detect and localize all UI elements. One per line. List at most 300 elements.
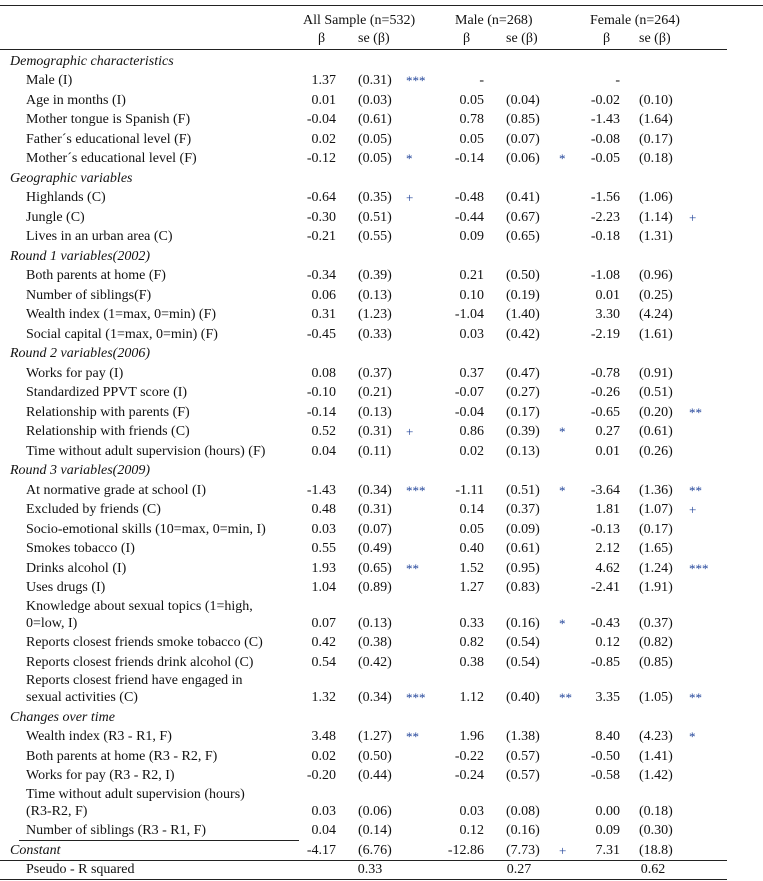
se-male: (0.08) [506, 803, 540, 819]
beta-all: 0.02 [311, 748, 336, 764]
beta-female: 3.35 [595, 690, 620, 705]
se-female: (0.20) [639, 404, 673, 420]
variable-label: Smokes tobacco (I) [26, 541, 135, 556]
variable-label: Relationship with friends (C) [26, 424, 190, 439]
variable-label: Male (I) [26, 73, 73, 88]
beta-female: -2.19 [590, 326, 620, 342]
se-all: (0.13) [358, 287, 392, 303]
section-header-row [0, 246, 727, 266]
table-row [0, 227, 727, 247]
section-title: Demographic characteristics [10, 53, 174, 69]
sig-female: *** [689, 560, 709, 576]
se-all: (0.11) [358, 443, 392, 459]
se-all: (0.03) [358, 92, 392, 108]
variable-label: Knowledge about sexual topics (1=high, 0=low, I) [26, 598, 253, 631]
se-female: (0.96) [639, 268, 673, 283]
se-female: (0.91) [639, 365, 673, 381]
section-header-row [0, 344, 727, 364]
beta-female: -0.58 [590, 768, 620, 783]
beta-male: 0.10 [459, 287, 484, 303]
sig-all: * [406, 151, 413, 166]
se-male: (1.38) [506, 729, 540, 744]
se-male: (1.40) [506, 307, 540, 322]
header-se-male: se (β) [506, 31, 538, 46]
beta-male: 1.12 [459, 690, 484, 705]
beta-all: -0.45 [306, 326, 336, 342]
se-female: (0.37) [639, 615, 673, 631]
sig-all: *** [406, 690, 426, 705]
se-all: (0.37) [358, 365, 392, 381]
header-se-female: se (β) [639, 31, 671, 46]
variable-label: Socio-emotional skills (10=max, 0=min, I) [26, 521, 266, 537]
beta-all: 1.32 [311, 690, 336, 705]
beta-all: 3.48 [311, 729, 336, 744]
section-header-row [0, 168, 727, 188]
beta-female: 2.12 [595, 541, 620, 556]
table-row [0, 207, 727, 227]
variable-label: Time without adult supervision (hours) (F) [26, 443, 266, 459]
beta-all: 0.04 [311, 823, 336, 838]
sig-all: + [406, 190, 414, 205]
beta-female: - [615, 73, 620, 88]
beta-female: -0.08 [590, 131, 620, 147]
variable-label: Wealth index (1=max, 0=min) (F) [26, 307, 217, 322]
sig-male: * [559, 424, 566, 439]
beta-female: -0.26 [590, 385, 620, 400]
se-male: (0.85) [506, 112, 540, 127]
sig-all: ** [406, 560, 419, 576]
beta-female: -1.08 [590, 268, 620, 283]
beta-male: -0.44 [454, 209, 484, 225]
beta-female: -3.64 [590, 482, 620, 498]
se-male: (0.40) [506, 690, 540, 705]
se-female: (0.61) [639, 424, 673, 439]
se-male: (0.19) [506, 287, 540, 303]
beta-all: 0.48 [311, 502, 336, 517]
se-male: (0.16) [506, 615, 540, 631]
se-all: (0.42) [358, 654, 392, 670]
variable-label: Uses drugs (I) [26, 580, 106, 595]
table-row [0, 633, 727, 653]
sig-male: + [559, 842, 567, 858]
variable-label: Excluded by friends (C) [26, 502, 161, 517]
table-row [0, 597, 727, 633]
header-female: Female (n=264) [590, 13, 680, 28]
beta-female: -0.78 [590, 365, 620, 381]
se-female: 0.62 [640, 862, 666, 877]
se-all: (0.13) [358, 615, 392, 631]
sig-female: ** [689, 482, 702, 498]
beta-female: 0.09 [595, 823, 620, 838]
beta-male: -0.04 [454, 404, 484, 420]
se-all: (0.89) [358, 580, 392, 595]
header-se-all: se (β) [358, 31, 390, 46]
se-male: (0.09) [506, 521, 540, 537]
se-male: (7.73) [506, 842, 540, 858]
se-female: (0.51) [639, 385, 673, 400]
variable-label: Father´s educational level (F) [26, 131, 192, 147]
beta-female: -0.18 [590, 229, 620, 244]
beta-male: -0.48 [454, 190, 484, 205]
beta-male: 0.05 [459, 92, 484, 108]
beta-all: 0.55 [311, 541, 336, 556]
beta-male: 0.21 [459, 268, 484, 283]
table-row [0, 324, 727, 344]
beta-male: -12.86 [447, 842, 484, 858]
table-row [0, 785, 727, 821]
beta-all: -0.04 [306, 112, 336, 127]
beta-all: -0.64 [306, 190, 336, 205]
beta-all: -0.34 [306, 268, 336, 283]
se-all: (1.27) [358, 729, 392, 744]
se-female: (18.8) [639, 842, 673, 858]
table-row [0, 71, 727, 91]
variable-label: Time without adult supervision (hours) (R3-R2, F) [26, 786, 245, 819]
se-female: (1.06) [639, 190, 673, 205]
variable-label: Mother´s educational level (F) [26, 151, 197, 166]
header-all-sample: All Sample (n=532) [303, 13, 416, 28]
se-male: (0.61) [506, 541, 540, 556]
se-male: (0.51) [506, 482, 540, 498]
sig-female: + [689, 502, 697, 517]
beta-all: 0.54 [311, 654, 336, 670]
beta-female: 0.01 [595, 287, 620, 303]
se-all: (6.76) [358, 842, 392, 858]
variable-label: Lives in an urban area (C) [26, 229, 173, 244]
se-female: (1.65) [639, 541, 673, 556]
se-female: (0.26) [639, 443, 673, 459]
beta-female: -1.56 [590, 190, 620, 205]
beta-all: 1.37 [311, 73, 336, 88]
bottom-rule [0, 879, 727, 880]
header-beta-female: β [603, 31, 611, 46]
se-female: (1.64) [639, 112, 673, 127]
beta-male: 0.09 [459, 229, 484, 244]
se-male: (0.04) [506, 92, 540, 108]
se-all: (1.23) [358, 307, 392, 322]
table-row [0, 188, 727, 208]
se-all: 0.33 [357, 862, 383, 877]
section-header-row [0, 461, 727, 481]
variable-label: Standardized PPVT score (I) [26, 385, 188, 400]
table-row [0, 766, 727, 786]
sig-male: * [559, 482, 566, 498]
se-all: (0.33) [358, 326, 392, 342]
table-row [0, 383, 727, 403]
beta-female: -0.13 [590, 521, 620, 537]
beta-female: 0.12 [595, 635, 620, 650]
sig-all: *** [406, 482, 426, 498]
se-male: (0.42) [506, 326, 540, 342]
section-title: Geographic variables [10, 170, 133, 186]
beta-all: 0.08 [311, 365, 336, 381]
table-row [0, 305, 727, 325]
sig-female: ** [689, 690, 702, 705]
beta-male: -0.07 [454, 385, 484, 400]
beta-all: 0.04 [311, 443, 336, 459]
se-female: (0.18) [639, 151, 673, 166]
beta-male: -0.22 [454, 748, 484, 764]
header-rule [0, 49, 727, 50]
table-row [0, 500, 727, 520]
beta-male: 1.27 [459, 580, 484, 595]
se-male: (0.54) [506, 654, 540, 670]
beta-female: 0.27 [595, 424, 620, 439]
constant-row [0, 840, 727, 860]
variable-label: Age in months (I) [26, 92, 126, 108]
se-all: (0.39) [358, 268, 392, 283]
table-row [0, 746, 727, 766]
variable-label: Jungle (C) [26, 209, 85, 225]
se-female: (0.18) [639, 803, 673, 819]
variable-label: Wealth index (R3 - R1, F) [26, 729, 172, 744]
beta-all: 0.42 [311, 635, 336, 650]
se-all: (0.61) [358, 112, 392, 127]
variable-label: At normative grade at school (I) [26, 482, 206, 498]
se-female: (0.10) [639, 92, 673, 108]
table-row [0, 422, 727, 442]
se-male: (0.83) [506, 580, 540, 595]
se-female: (1.61) [639, 326, 673, 342]
se-female: (0.17) [639, 521, 673, 537]
beta-male: 0.33 [459, 615, 484, 631]
se-all: (0.05) [358, 151, 392, 166]
se-male: (0.67) [506, 209, 540, 225]
sig-all: + [406, 424, 414, 439]
se-male: (0.57) [506, 768, 540, 783]
beta-female: -2.23 [590, 209, 620, 225]
regression-table-body [0, 51, 727, 879]
se-all: (0.35) [358, 190, 392, 205]
beta-female: 1.81 [595, 502, 620, 517]
se-female: (1.14) [639, 209, 673, 225]
se-female: (0.25) [639, 287, 673, 303]
se-female: (0.17) [639, 131, 673, 147]
beta-all: 1.93 [311, 560, 336, 576]
se-all: (0.13) [358, 404, 392, 420]
beta-all: 0.52 [311, 424, 336, 439]
se-male: (0.07) [506, 131, 540, 147]
variable-label: Drinks alcohol (I) [26, 560, 127, 576]
se-male: (0.54) [506, 635, 540, 650]
section-title: Round 3 variables(2009) [10, 463, 150, 478]
variable-label: Constant [10, 842, 61, 858]
se-all: (0.55) [358, 229, 392, 244]
se-female: (0.82) [639, 635, 673, 650]
se-female: (1.36) [639, 482, 673, 498]
beta-female: 4.62 [595, 560, 620, 576]
beta-male: 0.12 [459, 823, 484, 838]
se-all: (0.38) [358, 635, 392, 650]
se-all: (0.31) [358, 502, 392, 517]
table-row [0, 110, 727, 130]
beta-all: -1.43 [306, 482, 336, 498]
se-all: (0.34) [358, 690, 392, 705]
beta-all: -4.17 [306, 842, 336, 858]
beta-male: 0.14 [459, 502, 484, 517]
beta-all: -0.12 [306, 151, 336, 166]
table-row [0, 727, 727, 747]
pseudo-r-squared-row [0, 860, 727, 880]
beta-female: -0.43 [590, 615, 620, 631]
sig-all: ** [406, 729, 419, 744]
variable-label: Mother tongue is Spanish (F) [26, 112, 191, 127]
se-all: (0.50) [358, 748, 392, 764]
table-row [0, 285, 727, 305]
beta-all: -0.20 [306, 768, 336, 783]
beta-female: -0.02 [590, 92, 620, 108]
table-row [0, 519, 727, 539]
se-all: (0.06) [358, 803, 392, 819]
beta-female: 8.40 [595, 729, 620, 744]
se-male: (0.13) [506, 443, 540, 459]
variable-label: Both parents at home (F) [26, 268, 166, 283]
se-female: (1.24) [639, 560, 673, 576]
beta-female: 0.01 [595, 443, 620, 459]
se-all: (0.49) [358, 541, 392, 556]
variable-label: Pseudo - R squared [26, 862, 135, 877]
beta-male: -0.24 [454, 768, 484, 783]
table-row [0, 266, 727, 286]
se-male: 0.27 [506, 862, 532, 877]
beta-all: 0.03 [311, 521, 336, 537]
variable-label: Works for pay (R3 - R2, I) [26, 768, 175, 783]
beta-all: 1.04 [311, 580, 336, 595]
beta-all: 0.07 [311, 615, 336, 631]
beta-male: 1.96 [459, 729, 484, 744]
sig-female: * [689, 729, 696, 744]
beta-male: 1.52 [459, 560, 484, 576]
variable-label: Both parents at home (R3 - R2, F) [26, 748, 218, 764]
se-female: (1.05) [639, 690, 673, 705]
variable-label: Number of siblings (R3 - R1, F) [26, 823, 207, 838]
se-female: (0.30) [639, 823, 673, 838]
variable-label: Relationship with parents (F) [26, 404, 190, 420]
variable-label: Number of siblings(F) [26, 287, 152, 303]
header-male: Male (n=268) [455, 13, 533, 28]
beta-female: 0.00 [595, 803, 620, 819]
se-all: (0.31) [358, 424, 392, 439]
section-title: Changes over time [10, 709, 115, 725]
beta-male: 0.05 [459, 131, 484, 147]
beta-male: 0.38 [459, 654, 484, 670]
table-row [0, 441, 727, 461]
se-male: (0.95) [506, 560, 540, 576]
se-male: (0.47) [506, 365, 540, 381]
beta-male: - [479, 73, 484, 88]
sig-male: * [559, 151, 566, 166]
se-all: (0.21) [358, 385, 392, 400]
beta-all: 0.02 [311, 131, 336, 147]
table-row [0, 558, 727, 578]
se-male: (0.37) [506, 502, 540, 517]
se-all: (0.65) [358, 560, 392, 576]
table-row [0, 363, 727, 383]
header-beta-all: β [318, 31, 326, 46]
beta-all: 0.03 [311, 803, 336, 819]
beta-male: 0.03 [459, 803, 484, 819]
beta-male: 0.82 [459, 635, 484, 650]
beta-male: 0.40 [459, 541, 484, 556]
beta-all: -0.14 [306, 404, 336, 420]
variable-label: Social capital (1=max, 0=min) (F) [26, 326, 218, 342]
sig-male: ** [559, 690, 572, 705]
se-female: (1.41) [639, 748, 673, 764]
beta-all: 0.01 [311, 92, 336, 108]
beta-female: -1.43 [590, 112, 620, 127]
se-male: (0.57) [506, 748, 540, 764]
beta-female: -2.41 [590, 580, 620, 595]
se-female: (1.07) [639, 502, 673, 517]
se-all: (0.07) [358, 521, 392, 537]
se-all: (0.34) [358, 482, 392, 498]
beta-male: 0.37 [459, 365, 484, 381]
beta-male: 0.03 [459, 326, 484, 342]
beta-all: -0.10 [306, 385, 336, 400]
se-male: (0.16) [506, 823, 540, 838]
beta-female: 3.30 [595, 307, 620, 322]
se-all: (0.05) [358, 131, 392, 147]
beta-male: 0.86 [459, 424, 484, 439]
table-row [0, 402, 727, 422]
beta-female: -0.05 [590, 151, 620, 166]
beta-male: 0.02 [459, 443, 484, 459]
se-male: (0.41) [506, 190, 540, 205]
beta-female: 7.31 [595, 842, 620, 858]
beta-male: 0.05 [459, 521, 484, 537]
table-row [0, 90, 727, 110]
se-male: (0.27) [506, 385, 540, 400]
beta-all: -0.21 [306, 229, 336, 244]
se-male: (0.06) [506, 151, 540, 166]
variable-label: Reports closest friends drink alcohol (C) [26, 654, 254, 670]
sig-male: * [559, 615, 566, 631]
beta-male: -1.04 [454, 307, 484, 322]
se-female: (1.42) [639, 768, 673, 783]
table-row [0, 480, 727, 500]
sig-all: *** [406, 73, 426, 88]
beta-male: -1.11 [455, 482, 484, 498]
beta-all: -0.30 [306, 209, 336, 225]
section-title: Round 1 variables(2002) [10, 248, 150, 264]
section-title: Round 2 variables(2006) [10, 346, 150, 361]
table-row [0, 821, 727, 841]
se-male: (0.39) [506, 424, 540, 439]
sig-female: + [689, 209, 697, 225]
beta-female: -0.65 [590, 404, 620, 420]
se-all: (0.31) [358, 73, 392, 88]
se-male: (0.50) [506, 268, 540, 283]
se-female: (0.85) [639, 654, 673, 670]
beta-female: -0.85 [590, 654, 620, 670]
se-female: (1.31) [639, 229, 673, 244]
section-header-row [0, 51, 727, 71]
se-female: (1.91) [639, 580, 673, 595]
beta-male: 0.78 [459, 112, 484, 127]
sig-female: ** [689, 404, 702, 420]
header-beta-male: β [463, 31, 471, 46]
table-row [0, 149, 727, 169]
variable-label: Works for pay (I) [26, 365, 124, 381]
beta-male: -0.14 [454, 151, 484, 166]
se-female: (4.23) [639, 729, 673, 744]
section-header-row [0, 707, 727, 727]
table-row [0, 129, 727, 149]
table-row [0, 672, 727, 708]
variable-label: Reports closest friends smoke tobacco (C) [26, 635, 263, 650]
variable-label: Highlands (C) [26, 190, 106, 205]
beta-all: 0.06 [311, 287, 336, 303]
